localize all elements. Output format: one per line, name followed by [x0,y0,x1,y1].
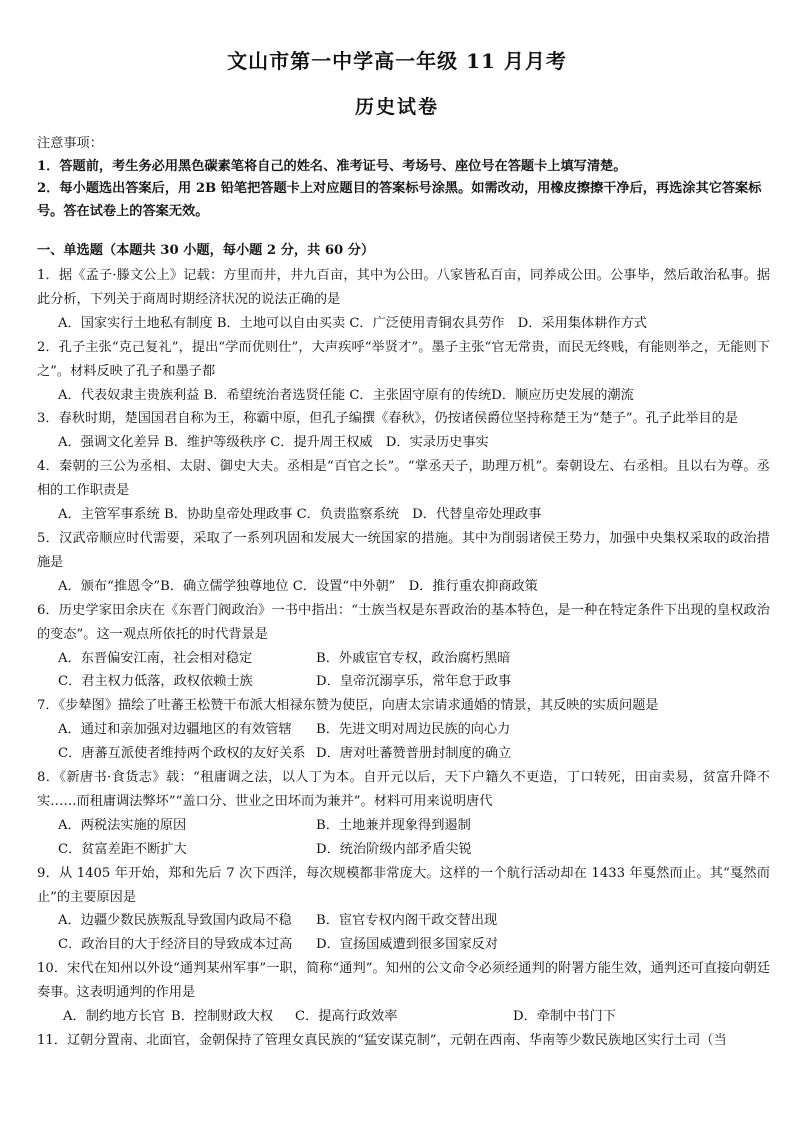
option-c: C．唐蕃互派使者维持两个政权的友好关系 [58,746,306,762]
option-b: B．宦官专权内阁干政交替出现 [316,913,498,929]
question-options [37,718,770,766]
question-options [37,1005,770,1029]
question-stem: 4．秦朝的三公为丞相、太尉、御史大夫。丞相是“百官之长”。“掌丞天子，助理万机”。秦朝设左、右丞相。且以右为尊。丞相的工作职责是 [37,459,770,499]
question-options: A．强调文化差异 B．维护等级秩序 C．提升周王权威 D．实录历史事实 [58,435,489,451]
instructions-block [37,133,767,223]
option-a: A．两税法实施的原因 [58,817,187,833]
option-a: A．边疆少数民族叛乱导致国内政局不稳 [58,913,292,929]
option-b: B．外戚宦官专权，政治腐朽黑暗 [316,650,511,666]
question-stem: 7．《步辇图》描绘了吐蕃王松赞干布派大相禄东赞为使臣，向唐太宗请求通婚的情景，其反映的实质问题是 [37,698,659,714]
question-stem: 11．辽朝分置南、北面官，金朝保持了管理女真民族的“猛安谋克制”，元朝在西南、华南等少数民族地区实行土司（当 [37,1033,727,1048]
option-b: B．土地兼并现象得到遏制 [316,817,471,833]
option-a: A．东晋偏安江南，社会相对稳定 [58,650,253,666]
question-stem: 1．据《孟子·滕文公上》记载：方里而井，井九百亩，其中为公田。八家皆私百亩，同养成公田。公事毕，然后敢治私事。据此分析，下列关于商周时期经济状况的说法正确的是 [37,268,770,307]
instruction-item-2: 2．每小题选出答案后，用 2B 铅笔把答题卡上对应题目的答案标号涂黑。如需改动，用橡皮擦擦干净后，再选涂其它答案标号。答在试卷上的答案无效。 [37,181,762,219]
question-list [37,264,770,1053]
instructions-heading: 注意事项： [37,136,103,151]
option-d: D．唐对吐蕃赞普册封制度的确立 [316,746,512,762]
question-stem: 10．宋代在知州以外设“通判某州军事”一职，简称“通判”。知州的公文命令必须经通判的附署方能生效，通判还可直接向朝廷奏事。这表明通判的作用是 [37,961,770,1001]
option-c: C．提高行政效率 [295,1009,398,1025]
question-options: A．颁布“推恩令”B．确立儒学独尊地位 C．设置“中外朝” D．推行重农抑商政策 [58,578,538,594]
question-stem: 6．历史学家田余庆在《东晋门阀政治》一书中指出：“士族当权是东晋政治的基本特色，是一种在特定条件下出现的皇权政治的变态”。这一观点所依托的时代背景是 [37,602,770,642]
option-c: C．贫富差距不断扩大 [58,841,187,857]
section-heading: 一、单选题（本题共 30 小题，每小题 2 分，共 60 分） [37,243,375,258]
option-a: A．制约地方长官 [63,1009,165,1025]
option-c: C．政治目的大于经济目的导致成本过高 [58,937,293,953]
option-d: D．宣扬国威遭到很多国家反对 [316,937,499,953]
option-d: D．牵制中书门下 [513,1009,616,1025]
question-stem: 5．汉武帝顺应时代需要，采取了一系列巩固和发展大一统国家的措施。其中为削弱诸侯王势力，加强中央集权采取的政治措施是 [37,530,770,570]
question-stem: 8．《新唐书·食货志》载：“租庸调之法，以人丁为本。自开元以后，天下户籍久不更造，丁口转死，田亩卖易，贫富升降不实……而租庸调法弊坏”“盖口分、世业之田坏而为兼并”。材料可用来说明唐代 [37,770,770,809]
option-d: D．统治阶级内部矛盾尖锐 [316,841,472,857]
question-options [37,647,770,695]
exam-subtitle: 历史试卷 [354,96,439,118]
question-stem: 2．孔子主张“克己复礼”，提出“学而优则仕”，大声疾呼“举贤才”。墨子主张“官无常贵，而民无终贱，有能则举之，无能则下之”。材料反映了孔子和墨子都 [37,339,770,379]
option-d: D．皇帝沉溺享乐，常年怠于政事 [316,674,512,690]
question-options: A．代表奴隶主贵族利益 B．希望统治者选贤任能 C．主张固守原有的传统D．顺应历史发展的潮流 [58,387,634,403]
option-b: B．先进文明对周边民族的向心力 [316,722,511,738]
option-b: B．控制财政大权 [171,1009,274,1025]
exam-title: 文山市第一中学高一年级 11 月月考 [227,49,567,73]
option-a: A．通过和亲加强对边疆地区的有效管辖 [58,722,292,738]
question-stem: 3．春秋时期，楚国国君自称为王，称霸中原，但孔子编撰《春秋》，仍按诸侯爵位坚持称楚王为“楚子”。孔子此举目的是 [37,411,739,427]
question-options [37,909,770,957]
question-stem: 9．从 1405 年开始，郑和先后 7 次下西洋，每次规模都非常庞大。这样的一个航行活动却在 1433 年戛然而止。其“戛然而止”的主要原因是 [37,865,770,905]
instruction-item-1: 1．答题前，考生务必用黑色碳素笔将自己的姓名、准考证号、考场号、座位号在答题卡上填写清楚。 [37,158,627,174]
option-c: C．君主权力低落，政权依赖士族 [58,674,253,690]
question-options: A．国家实行土地私有制度 B．土地可以自由买卖 C．广泛使用青铜农具劳作 D．采用集体耕作方式 [58,315,647,331]
question-options [37,814,770,862]
question-options: A．主管军事系统 B．协助皇帝处理政事 C．负责监察系统 D．代替皇帝处理政事 [58,507,542,523]
